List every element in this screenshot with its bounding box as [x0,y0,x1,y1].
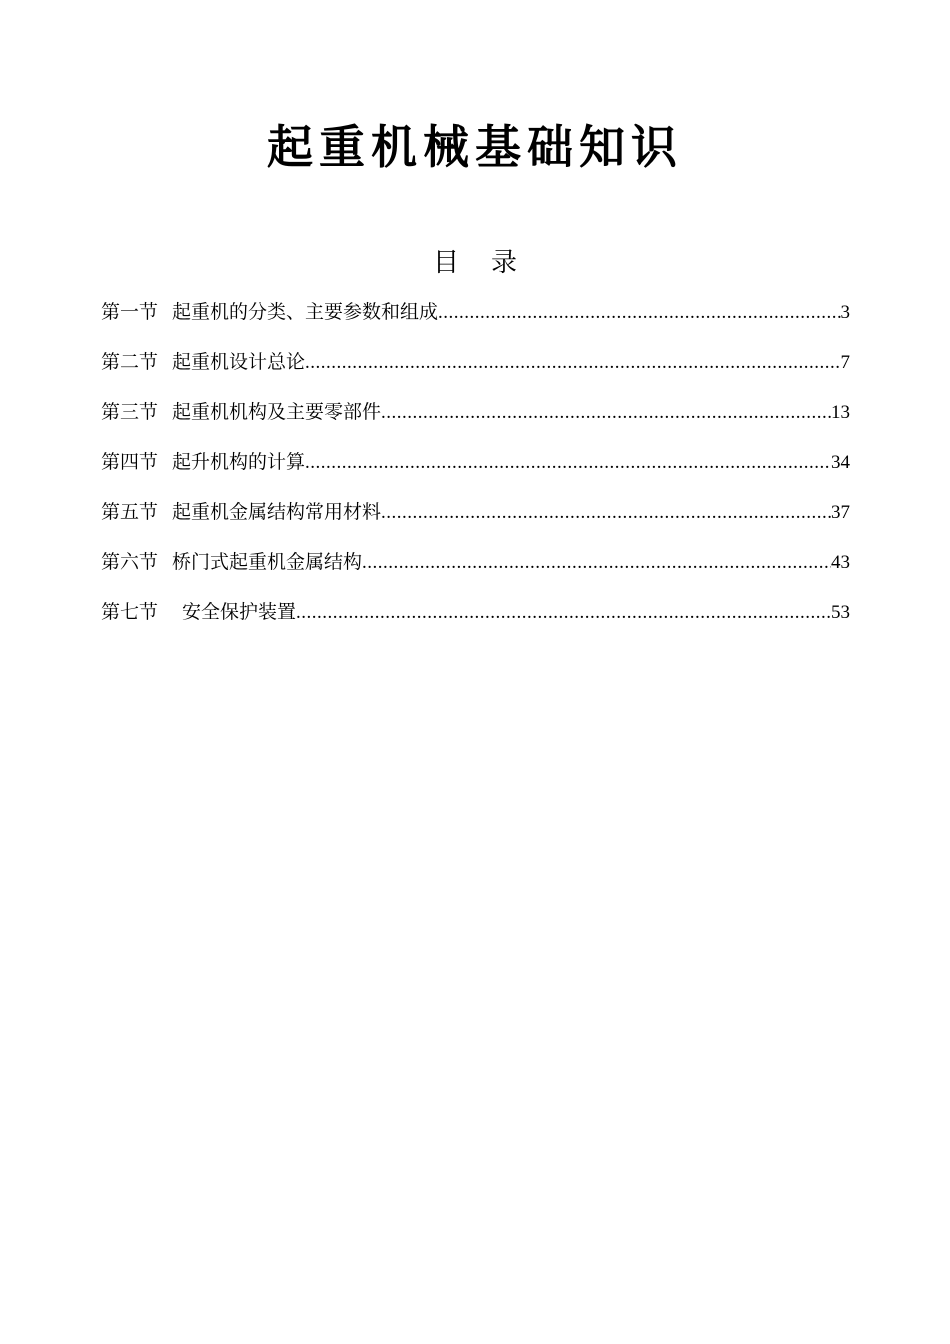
toc-page-number: 34 [831,452,850,473]
toc-entry[interactable] [101,396,850,446]
toc-dot-leader [305,447,831,479]
toc-dot-leader [362,547,831,579]
toc-page-number: 53 [831,602,850,623]
toc-section-label: 第二节 [101,351,159,373]
toc-section-title: 桥门式起重机金属结构 [172,551,363,573]
toc-page-number: 7 [840,352,850,373]
toc-entry[interactable] [101,546,850,596]
toc-section-label: 第三节 [101,401,159,423]
toc-entry[interactable] [101,346,850,396]
toc-dot-leader [381,397,831,429]
toc-dot-leader [381,497,831,529]
toc-heading [0,246,950,280]
toc-entry[interactable] [101,446,850,496]
toc-section-label: 第五节 [101,501,159,523]
toc-entry[interactable] [101,596,850,646]
document-title: 起重机械基础知识 [267,120,683,174]
toc-entry[interactable] [101,296,850,346]
toc-section-label: 第一节 [101,301,159,323]
toc-heading-right: 录 [491,248,518,278]
toc-section-label: 第六节 [101,551,159,573]
toc-page-number: 3 [840,302,850,323]
toc-page-number: 43 [831,552,850,573]
toc-page-number: 37 [831,502,850,523]
toc-section-title: 起重机金属结构常用材料 [172,501,382,523]
toc-section-title: 起重机机构及主要零部件 [172,401,382,423]
toc-dot-leader [296,597,831,629]
toc-entry[interactable] [101,496,850,546]
toc-page-number: 13 [831,402,850,423]
toc-section-label: 第七节 [101,601,159,623]
toc-section-title: 起重机设计总论 [172,351,306,373]
toc-section-title: 起升机构的计算 [172,451,306,473]
toc-dot-leader [305,347,840,379]
toc-section-title: 安全保护装置 [182,601,297,623]
toc-section-title: 起重机的分类、主要参数和组成 [172,301,439,323]
table-of-contents [101,296,850,646]
toc-dot-leader [438,297,840,329]
toc-section-label: 第四节 [101,451,159,473]
toc-heading-left: 目 [432,248,459,278]
